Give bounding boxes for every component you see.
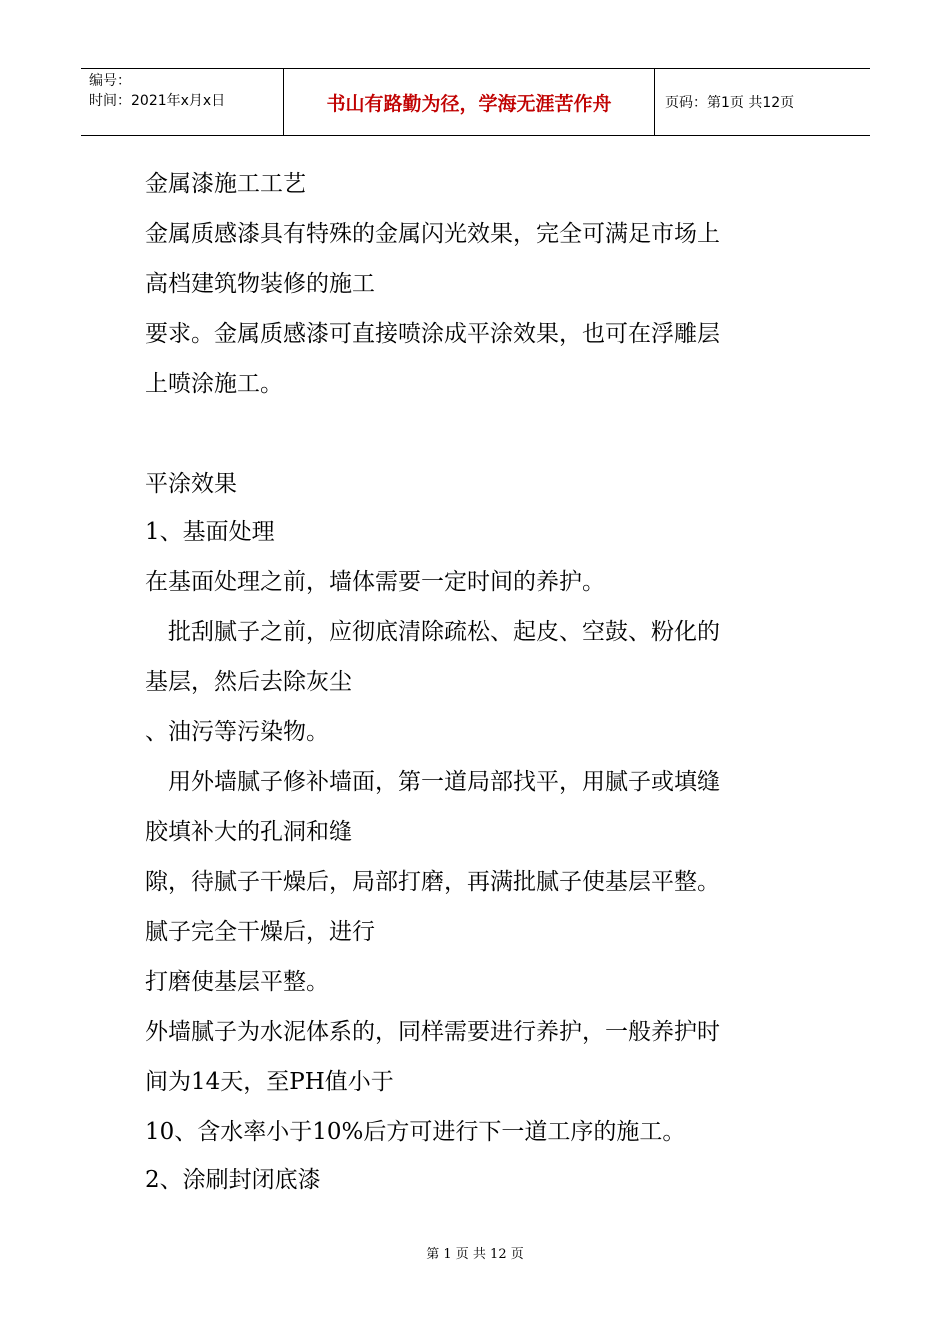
header-motto-cell [283,69,655,135]
section-heading: 平涂效果 [145,471,237,497]
paragraph-line: 基层，然后去除灰尘 [145,669,352,695]
paragraph-line: 10、含水率小于10%后方可进行下一道工序的施工。 [145,1119,686,1145]
page-footer: 第 1 页 共 12 页 [426,1247,524,1262]
paragraph-line: 隙，待腻子干燥后，局部打磨，再满批腻子使基层平整。 [145,869,720,895]
paragraph-line: 腻子完全干燥后，进行 [145,919,375,945]
paragraph-line: 外墙腻子为水泥体系的，同样需要进行养护，一般养护时 [145,1019,720,1045]
paragraph-line: 用外墙腻子修补墙面，第一道局部找平，用腻子或填缝 [145,769,720,795]
header-meta-cell [81,69,283,135]
document-header [81,68,870,136]
paragraph-line: 要求。金属质感漆可直接喷涂成平涂效果，也可在浮雕层 [145,321,720,347]
step-heading: 1、基面处理 [145,519,275,545]
paragraph-line: 打磨使基层平整。 [145,969,329,995]
header-motto: 书山有路勤为径，学海无涯苦作舟 [326,92,612,115]
paragraph-line: 批刮腻子之前，应彻底清除疏松、起皮、空鼓、粉化的 [145,619,720,645]
document-title: 金属漆施工工艺 [145,171,306,197]
header-page-cell [655,69,870,135]
paragraph-line: 胶填补大的孔洞和缝 [145,819,352,845]
paragraph-line: 间为14天，至PH值小于 [145,1069,394,1095]
paragraph-line: 上喷涂施工。 [145,371,283,397]
paragraph-line: 高档建筑物装修的施工 [145,271,375,297]
paragraph-line: 在基面处理之前，墙体需要一定时间的养护。 [145,569,605,595]
step-heading: 2、涂刷封闭底漆 [145,1167,321,1193]
document-number-label: 编号： [89,73,131,89]
paragraph-line: 金属质感漆具有特殊的金属闪光效果，完全可满足市场上 [145,221,720,247]
paragraph-line: 、油污等污染物。 [145,719,329,745]
document-time-label: 时间：2021年x月x日 [89,93,226,109]
header-page-info: 页码：第1页 共12页 [665,95,795,111]
